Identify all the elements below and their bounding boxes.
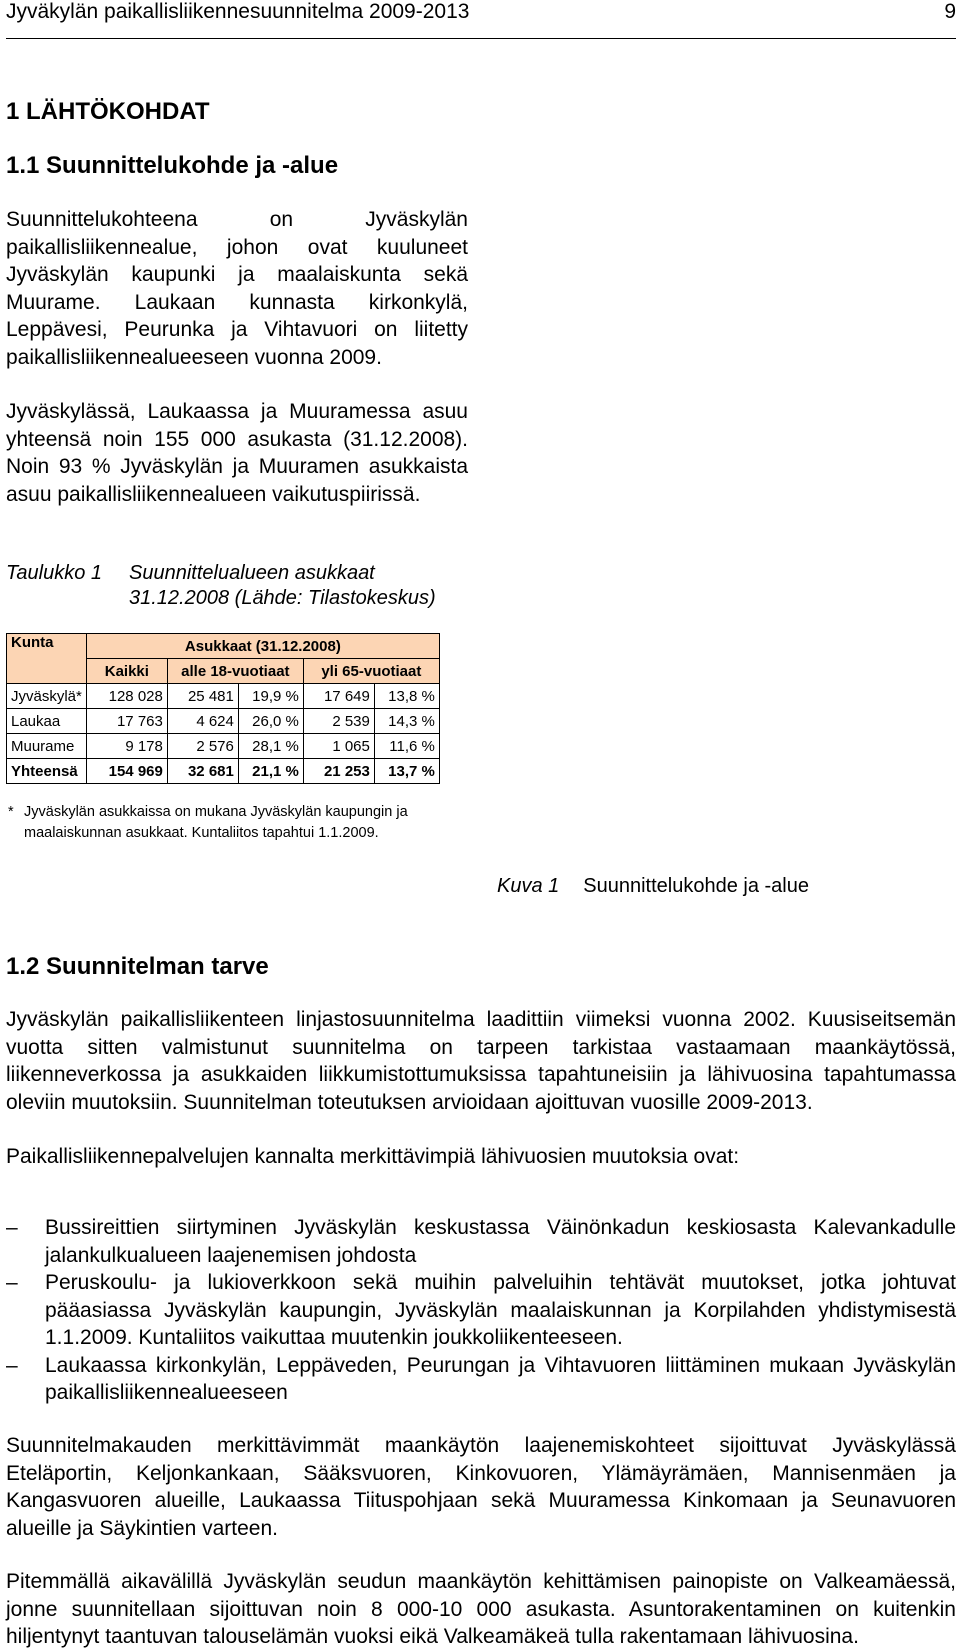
footnote-text: Jyväskylän asukkaissa on mukana Jyväskylän kaupungin ja maalaiskunnan asukkaat. Kuntaliitos tapahtui 1.1.2009. xyxy=(24,804,408,841)
cell-alle18-count: 32 681 xyxy=(167,759,238,784)
cell-kunta: Yhteensä xyxy=(7,759,87,784)
cell-yli65-count: 1 065 xyxy=(303,734,374,759)
section-1-2-paragraph-3 xyxy=(6,1432,956,1542)
list-item xyxy=(6,1352,956,1407)
table-row xyxy=(7,734,440,759)
table-caption-text: Suunnittelualueen asukkaat 31.12.2008 (Lähde: Tilastokeskus) xyxy=(129,562,436,609)
footnote-mark: * xyxy=(8,804,14,820)
list-bullet: – xyxy=(6,1353,18,1377)
page-header xyxy=(6,0,956,39)
list-item xyxy=(6,1214,956,1269)
cell-kunta: Laukaa xyxy=(7,709,87,734)
cell-alle18-percent: 26,0 % xyxy=(238,709,303,734)
table-caption-label: Taulukko 1 xyxy=(6,562,102,584)
cell-yli65-percent: 14,3 % xyxy=(374,709,439,734)
cell-kunta: Jyväskylä* xyxy=(7,684,87,709)
cell-kaikki: 9 178 xyxy=(86,734,167,759)
chapter-heading: 1 LÄHTÖKOHDAT xyxy=(6,98,210,125)
section-heading-1-2: 1.2 Suunnitelman tarve xyxy=(6,953,269,980)
figure-caption xyxy=(497,875,809,898)
cell-yli65-percent: 13,7 % xyxy=(374,759,439,784)
header-yli65: yli 65-vuotiaat xyxy=(303,659,439,684)
list-bullet: – xyxy=(6,1271,18,1294)
cell-kaikki: 128 028 xyxy=(86,684,167,709)
cell-yli65-count: 21 253 xyxy=(303,759,374,784)
table-row xyxy=(7,709,440,734)
section-1-1-text xyxy=(6,206,468,508)
cell-alle18-percent: 21,1 % xyxy=(238,759,303,784)
cell-alle18-percent: 28,1 % xyxy=(238,734,303,759)
list-bullet: – xyxy=(6,1216,18,1239)
cell-kaikki: 154 969 xyxy=(86,759,167,784)
paragraph: Suunnitelmakauden merkittävimmät maankäytön laajenemiskohteet sijoittuvat Jyväskylässä Eteläportin, Keljonkankaan, Sääksvuoren, Kinkovuoren, Ylämäyrämäen, Mannisenmäen ja Kangasvuoren alueille, Laukaassa Tiituspohjaan sekä Muuramessa Kinkomaan ja Seunavuoren alueille ja Säykintien varteen. xyxy=(6,1434,956,1540)
cell-alle18-count: 4 624 xyxy=(167,709,238,734)
list-item-text: Laukaassa kirkonkylän, Leppäveden, Peurungan ja Vihtavuoren liittäminen mukaan Jyväskylän paikallisliikennealueeseen xyxy=(45,1353,956,1404)
list-item-text: Peruskoulu- ja lukioverkkoon sekä muihin palveluihin tehtävät muutokset, jotka johtuvat pääasiassa Jyväskylän kaupungin, Jyväskylän maalaiskunnan ja Korpilahden yhdistymisestä 1.1.2009. Kuntaliitos vaikuttaa muutenkin joukkoliikenteeseen. xyxy=(45,1271,956,1349)
cell-yli65-percent: 11,6 % xyxy=(374,734,439,759)
population-table xyxy=(6,633,440,784)
cell-yli65-count: 17 649 xyxy=(303,684,374,709)
cell-kunta: Muurame xyxy=(7,734,87,759)
section-1-2-paragraph-4 xyxy=(6,1568,956,1651)
section-heading-1-1: 1.1 Suunnittelukohde ja -alue xyxy=(6,152,339,179)
paragraph: Pitemmällä aikavälillä Jyväskylän seudun maankäytön kehittämisen painopiste on Valkeamäessä, jonne suunnitellaan sijoittuvan noin 8 000-10 000 asukasta. Asuntorakentaminen on kuitenkin hiljentynyt taantuvan talouselämän vuoksi eikä Valkeamäkeä tulla rakentamaan lähivuosina. xyxy=(6,1570,956,1648)
figure-caption-text: Suunnittelukohde ja -alue xyxy=(583,875,809,897)
table-header-row xyxy=(7,634,440,659)
section-1-2-intro xyxy=(6,1006,956,1171)
paragraph: Paikallisliikennepalvelujen kannalta merkittävimpiä lähivuosien muutoksia ovat: xyxy=(6,1145,740,1168)
cell-alle18-count: 2 576 xyxy=(167,734,238,759)
figure-caption-label: Kuva 1 xyxy=(497,875,560,897)
document-title: Jyväkylän paikallisliikennesuunnitelma 2009-2013 xyxy=(6,0,470,23)
list-item-text: Bussireittien siirtyminen Jyväskylän keskustassa Väinönkadun keskiosasta Kalevankadulle jalankulkualueen laajenemisen johdosta xyxy=(45,1216,956,1267)
cell-alle18-percent: 19,9 % xyxy=(238,684,303,709)
cell-yli65-count: 2 539 xyxy=(303,709,374,734)
header-alle18: alle 18-vuotiaat xyxy=(167,659,303,684)
header-kunta: Kunta xyxy=(7,634,87,684)
header-asukkaat: Asukkaat (31.12.2008) xyxy=(86,634,439,659)
table-total-row xyxy=(7,759,440,784)
cell-alle18-count: 25 481 xyxy=(167,684,238,709)
table-row xyxy=(7,684,440,709)
changes-list xyxy=(6,1214,956,1407)
header-kaikki: Kaikki xyxy=(86,659,167,684)
page-number: 9 xyxy=(944,0,956,23)
paragraph: Suunnittelukohteena on Jyväskylän paikallisliikennealue, johon ovat kuuluneet Jyväskylän kaupunki ja maalaiskunta sekä Muurame. Laukaan kunnasta kirkonkylä, Leppävesi, Peurunka ja Vihtavuori on liitetty paikallisliikennealueeseen vuonna 2009. xyxy=(6,208,468,369)
list-item xyxy=(6,1269,956,1352)
paragraph: Jyväskylässä, Laukaassa ja Muuramessa asuu yhteensä noin 155 000 asukasta (31.12.2008). Noin 93 % Jyväskylän ja Muuramen asukkaista asuu paikallisliikennealueen vaikutuspiirissä. xyxy=(6,400,468,506)
cell-yli65-percent: 13,8 % xyxy=(374,684,439,709)
paragraph: Jyväskylän paikallisliikenteen linjastosuunnitelma laadittiin viimeksi vuonna 2002. Kuusiseitsemän vuotta sitten valmistunut suunnitelma on tarpeen tarkistaa vastaamaan maankäytössä, liikenneverkossa ja asukkaiden liikkumistottumuksissa tapahtuneisiin ja lähivuosina tapahtumassa oleviin muutoksiin. Suunnitelman toteutuksen arvioidaan ajoittuvan vuosille 2009-2013. xyxy=(6,1008,956,1114)
cell-kaikki: 17 763 xyxy=(86,709,167,734)
table-footnote xyxy=(8,802,468,844)
